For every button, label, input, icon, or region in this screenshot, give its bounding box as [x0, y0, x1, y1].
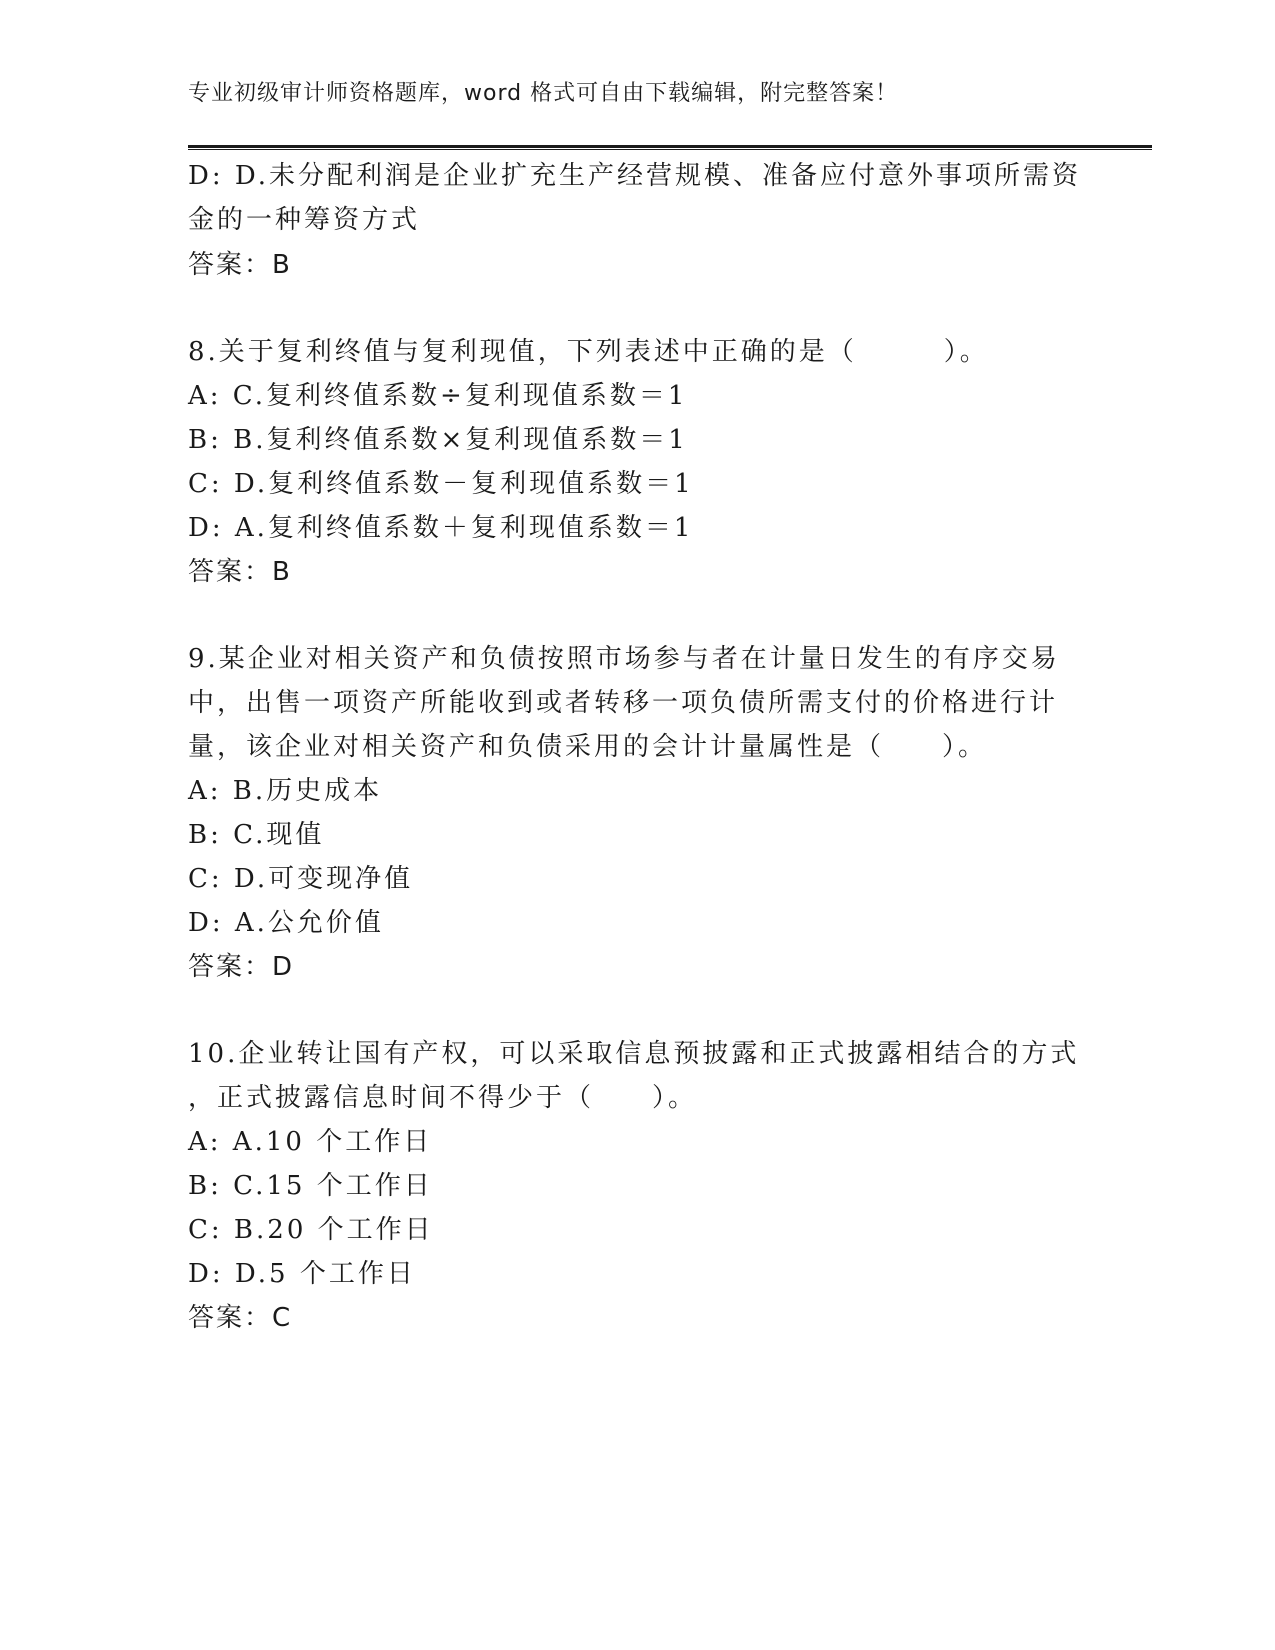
q7-option-d-line2: 金的一种筹资方式 — [188, 205, 421, 235]
q10-answer: 答案：C — [188, 1303, 293, 1333]
q10-option-a: A: A.10 个工作日 — [188, 1127, 433, 1157]
q9-stem-line3: 量，该企业对相关资产和负债采用的会计计量属性是（ ）。 — [188, 732, 988, 762]
q10-option-c: C: B.20 个工作日 — [188, 1215, 434, 1245]
q9-option-b: B: C.现值 — [188, 820, 325, 850]
q10-option-b: B: C.15 个工作日 — [188, 1171, 433, 1201]
header-divider — [188, 145, 1152, 150]
q10-stem-line1: 10.企业转让国有产权，可以采取信息预披露和正式披露相结合的方式 — [188, 1039, 1080, 1069]
q8-option-d: D: A.复利终值系数＋复利现值系数＝1 — [188, 513, 694, 543]
q9-stem-line1: 9.某企业对相关资产和负债按照市场参与者在计量日发生的有序交易 — [188, 644, 1060, 674]
q8-option-c: C: D.复利终值系数－复利现值系数＝1 — [188, 469, 694, 499]
q9-option-c: C: D.可变现净值 — [188, 864, 414, 894]
q8-option-b: B: B.复利终值系数×复利现值系数＝1 — [188, 425, 688, 455]
q8-answer: 答案：B — [188, 557, 292, 587]
q8-stem: 8.关于复利终值与复利现值，下列表述中正确的是（ ）。 — [188, 337, 989, 367]
q10-stem-line2: ，正式披露信息时间不得少于（ ）。 — [188, 1083, 698, 1113]
q9-option-d: D: A.公允价值 — [188, 908, 384, 938]
q9-answer: 答案：D — [188, 952, 295, 982]
q7-answer: 答案：B — [188, 250, 292, 280]
q10-option-d: D: D.5 个工作日 — [188, 1259, 416, 1289]
q9-stem-line2: 中，出售一项资产所能收到或者转移一项负债所需支付的价格进行计 — [188, 688, 1059, 718]
q7-option-d-line1: D: D.未分配利润是企业扩充生产经营规模、准备应付意外事项所需资 — [188, 161, 1082, 191]
q8-option-a: A: C.复利终值系数÷复利现值系数＝1 — [188, 381, 688, 411]
q9-option-a: A: B.历史成本 — [188, 776, 383, 806]
page-header-note: 专业初级审计师资格题库，word 格式可自由下载编辑，附完整答案！ — [188, 81, 899, 106]
